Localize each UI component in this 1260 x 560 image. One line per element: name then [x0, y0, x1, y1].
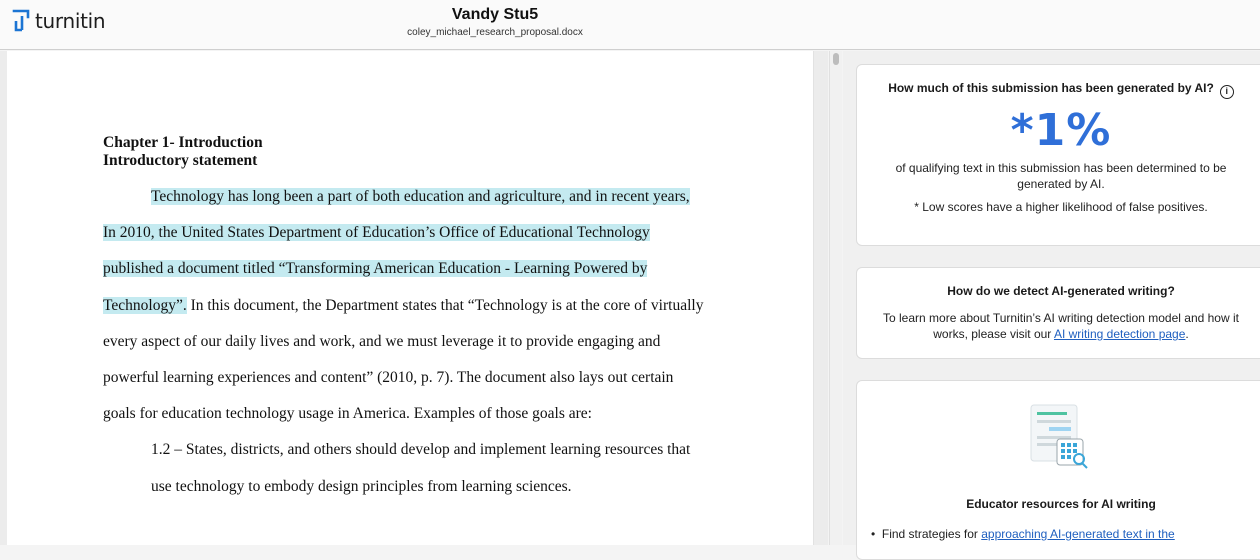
document-line [103, 396, 743, 432]
ai-score-card [856, 64, 1260, 246]
educator-resources-title: Educator resources for AI writing [966, 497, 1156, 511]
detection-text-after: . [1185, 327, 1189, 341]
ai-highlighted-text[interactable]: Technology”. [103, 296, 187, 314]
ai-score-description: of qualifying text in this submission has been determined to be generated by AI. [895, 161, 1227, 191]
detection-info-card [856, 267, 1260, 359]
submission-title-block [0, 6, 990, 38]
info-icon[interactable]: i [1220, 85, 1234, 99]
detection-question: How do we detect AI-generated writing? [947, 284, 1175, 298]
resources-bullet [871, 527, 1175, 541]
detection-text-before: To learn more about Turnitin’s AI writing detection model and how it works, please visit our [883, 311, 1239, 341]
document-line-text: use technology to embody design principles from learning sciences. [151, 477, 572, 495]
ai-highlighted-text[interactable]: Technology has long been a part of both education and agriculture, and in recent years, [151, 188, 690, 205]
approaching-ai-text-link[interactable]: approaching AI-generated text in the [981, 527, 1175, 541]
logo-text: turnitin [35, 9, 106, 33]
document-viewer[interactable] [0, 51, 828, 545]
ai-writing-detection-link[interactable]: AI writing detection page [1053, 327, 1186, 341]
ai-detection-panel [843, 51, 1260, 545]
file-name: coley_michael_research_proposal.docx [407, 27, 583, 38]
document-page [7, 51, 814, 545]
document-line [103, 288, 743, 324]
document-line-text: every aspect of our daily lives and work, and we must leverage it to provide engaging and [103, 332, 661, 350]
ai-highlighted-text[interactable]: In 2010, the United States Department of Education’s Office of Educational Technology [103, 224, 650, 242]
bullet-dot-icon: • [871, 527, 876, 541]
detection-description [857, 310, 1260, 342]
ai-score-question-text: How much of this submission has been generated by AI? [888, 81, 1214, 95]
resources-bullet-prefix: Find strategies for [881, 527, 982, 541]
document-line [103, 469, 743, 505]
ai-score-value: *1% [1010, 105, 1112, 156]
document-line [103, 360, 743, 396]
document-line [103, 179, 743, 215]
student-name: Vandy Stu5 [451, 6, 539, 23]
false-positive-note: * Low scores have a higher likelihood of false positives. [914, 200, 1208, 214]
document-line [103, 324, 743, 360]
document-line-text: In this document, the Department states that “Technology is at the core of virtually [186, 296, 704, 314]
document-ai-illustration-icon [1027, 403, 1091, 475]
section-heading: Introductory statement [103, 152, 258, 169]
ai-score-question [857, 81, 1260, 99]
scrollbar-thumb[interactable] [833, 53, 839, 65]
document-line-text: 1.2 – States, districts, and others should develop and implement learning resources that [151, 441, 691, 459]
document-line [103, 432, 743, 468]
document-line [103, 251, 743, 287]
document-scrollbar[interactable] [829, 51, 842, 545]
document-line [103, 215, 743, 251]
document-line-text: powerful learning experiences and content” (2010, p. 7). The document also lays out certain [103, 368, 674, 386]
chapter-heading: Chapter 1- Introduction [103, 134, 263, 151]
document-text [103, 134, 743, 505]
ai-highlighted-text[interactable]: published a document titled “Transforming American Education - Learning Powered by [103, 260, 648, 278]
educator-resources-card [856, 380, 1260, 560]
document-line-text: goals for education technology usage in America. Examples of those goals are: [103, 405, 592, 423]
top-bar [0, 0, 1260, 50]
